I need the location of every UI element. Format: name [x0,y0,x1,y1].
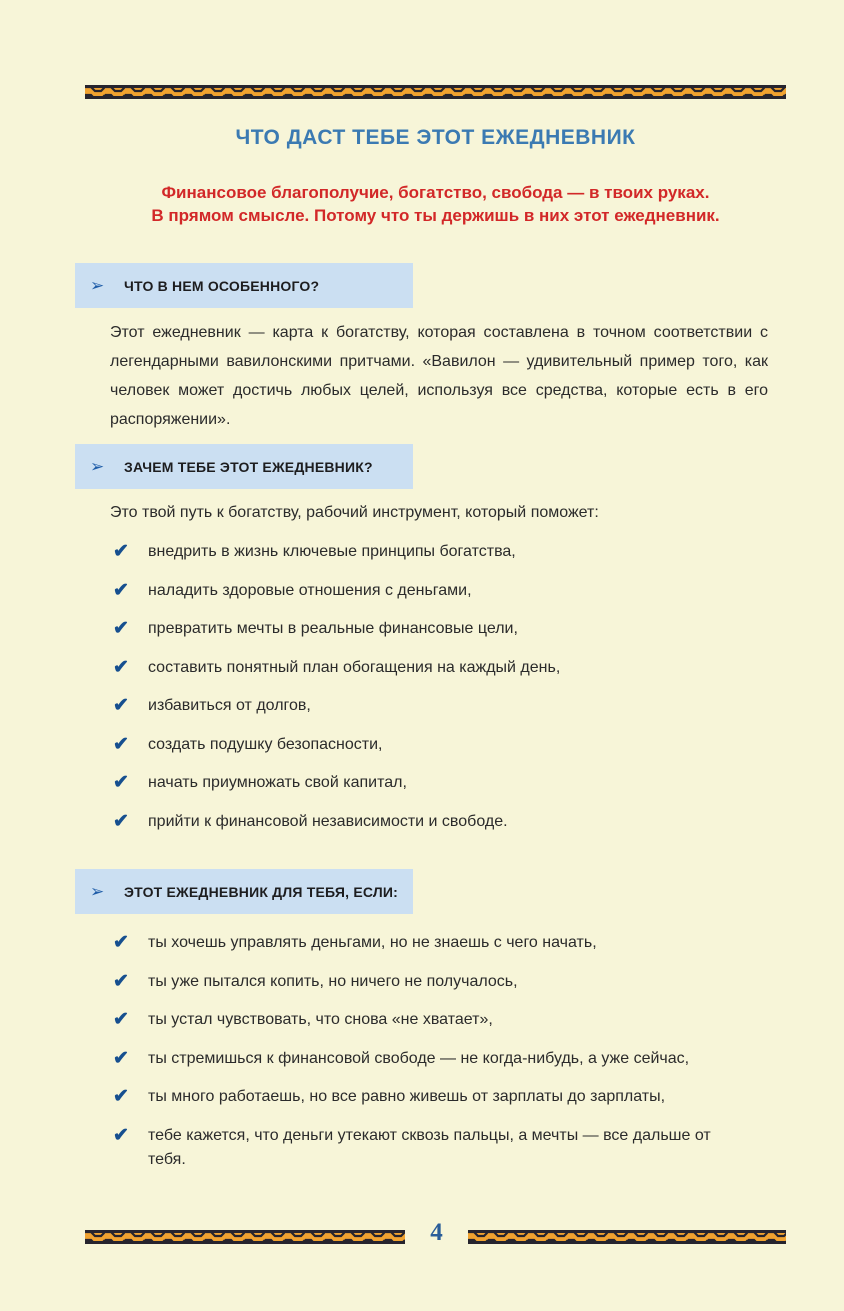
page-number-cell [405,1219,468,1251]
page-number: 4 [430,1219,443,1246]
list-item [113,540,560,564]
lead-text [85,181,786,227]
check-icon: ✔ [113,695,129,716]
list-item [113,1085,748,1109]
section-intro: Это твой путь к богатству, рабочий инструмент, который поможет: [110,504,599,521]
page-footer [85,1219,786,1252]
list-item-text: прийти к финансовой независимости и свободе. [148,812,508,830]
list-item [113,733,560,757]
list-item-text: наладить здоровые отношения с деньгами, [148,581,472,599]
list-item [113,656,560,680]
list-item [113,1008,748,1032]
list-item-text: внедрить в жизнь ключевые принципы богатства, [148,543,516,560]
section-heading-label: ЗАЧЕМ ТЕБЕ ЭТОТ ЕЖЕДНЕВНИК? [124,458,373,475]
section-header-whats-special [75,263,413,308]
list-item [113,1047,748,1071]
list-item-text: тебе кажется, что деньги утекают сквозь пальцы, а мечты — все дальше от тебя. [148,1126,711,1168]
section-heading-label: ЭТОТ ЕЖЕДНЕВНИК ДЛЯ ТЕБЯ, ЕСЛИ: [124,883,399,900]
section-paragraph: Этот ежедневник — карта к богатству, которая составлена в точном соответствии с легендарными вавилонскими притчами. «Вавилон — удивительный пример того, как человек может достичь любых целей, используя все средства, которые есть в его распоряжении». [110,324,768,428]
list-item [113,694,560,718]
list-item-text: создать подушку безопасности, [148,735,383,753]
list-item-text: начать приумножать свой капитал, [148,774,407,791]
check-icon: ✔ [113,541,129,562]
check-icon: ✔ [113,618,129,639]
decorative-rope-border-bottom-right [468,1230,786,1244]
list-item [113,579,560,603]
benefits-check-list [113,540,560,848]
arrowhead-icon: ➢ [90,457,105,476]
check-icon: ✔ [113,932,129,953]
section-heading-label: ЧТО В НЕМ ОСОБЕННОГО? [124,277,320,294]
list-item-text: составить понятный план обогащения на каждый день, [148,658,561,676]
list-item-text: ты хочешь управлять деньгами, но не знаешь с чего начать, [148,934,597,951]
check-icon: ✔ [113,1009,129,1030]
arrowhead-icon: ➢ [90,882,105,901]
check-icon: ✔ [113,1124,129,1146]
list-item-text: избавиться от долгов, [148,697,311,714]
arrowhead-icon: ➢ [90,276,105,295]
list-item-text: превратить мечты в реальные финансовые цели, [148,620,518,637]
check-icon: ✔ [113,810,129,832]
list-item-text: ты много работаешь, но все равно живешь от зарплаты до зарплаты, [148,1088,666,1105]
section-header-why-you-need-it [75,444,413,489]
decorative-rope-border-top [85,85,786,99]
check-icon: ✔ [113,733,129,755]
list-item [113,931,748,955]
check-icon: ✔ [113,656,129,678]
list-item [113,771,560,795]
list-item [113,1124,748,1172]
list-item [113,617,560,641]
check-icon: ✔ [113,1086,129,1107]
check-icon: ✔ [113,579,129,601]
lead-line-1: Финансовое благополучие, богатство, свобода — в твоих руках. [161,183,710,202]
decorative-rope-border-bottom-left [85,1230,405,1244]
list-item-text: ты уже пытался копить, но ничего не получалось, [148,972,518,990]
list-item-text: ты устал чувствовать, что снова «не хватает», [148,1011,493,1028]
page-title: ЧТО ДАСТ ТЕБЕ ЭТОТ ЕЖЕДНЕВНИК [235,126,636,149]
check-icon: ✔ [113,1047,129,1069]
section-header-for-you-if [75,869,413,914]
check-icon: ✔ [113,970,129,992]
lead-line-2: В прямом смысле. Потому что ты держишь в них этот ежедневник. [151,206,720,225]
list-item [113,810,560,834]
list-item [113,970,748,994]
check-icon: ✔ [113,772,129,793]
list-item-text: ты стремишься к финансовой свободе — не когда-нибудь, а уже сейчас, [148,1049,690,1067]
audience-check-list [113,931,748,1186]
